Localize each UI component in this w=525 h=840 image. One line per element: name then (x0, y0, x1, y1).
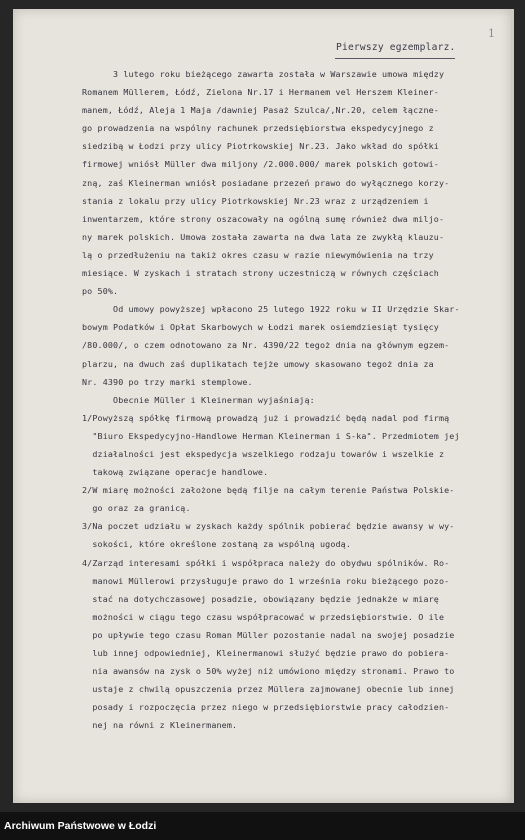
document-line: nia awansów na zysk o 50% wyżej niż umówiono między stronami. Prawo to (82, 666, 455, 677)
document-line: takową związane operacje handlowe. (82, 467, 269, 478)
document-line: lą o przedłużeniu na takiż okres czasu w razie niewymówienia na trzy (82, 249, 434, 260)
archive-label: Archiwum Państwowe w Łodzi (4, 820, 157, 832)
document-line: bowym Podatków i Opłat Skarbowych w Łodzi marek osiemdziesiąt tysięcy (82, 322, 439, 333)
document-line: firmowej wniósł Müller dwa miljony /2.000.000/ marek polskich gotowi- (82, 159, 439, 170)
document-line: manem, Łódź, Aleja 1 Maja /dawniej Pasaż Szulca/,Nr.20, celem łączne- (82, 105, 439, 116)
document-line: 1/Powyższą spółkę firmową prowadzą już i prowadzić będą nadal pod firmą (82, 412, 450, 423)
document-line: po upływie tego czasu Roman Müller pozostanie nadal na swojej posadzie (82, 629, 455, 640)
document-line: manowi Müllerowi przysługuje prawo do 1 września roku bieżącego pozo- (82, 575, 450, 586)
document-line: stać na dotychczasowej posadzie, obowiązany będzie jednakże w miarę (82, 593, 439, 604)
document-line: 3 lutego roku bieżącego zawarta została w Warszawie umowa między (82, 69, 445, 79)
document-line: działalności jest ekspedycja wszelkiego rodzaju towarów i wszelkie z (82, 448, 445, 459)
document-line: zną, zaś Kleinerman wniósł posiadane przezeń prawo do wyłącznego korzy- (82, 177, 450, 188)
copy-label-underline (335, 58, 455, 59)
document-line: 2/W miarę możności założone będą filje na całym terenie Państwa Polskie- (82, 485, 455, 496)
document-line: go oraz za granicą. (82, 503, 191, 514)
document-body (82, 65, 512, 734)
document-line: /80.000/, o czem odnotowano za Nr. 4390/22 tegoż dnia na głównym egzem- (82, 340, 450, 351)
document-line: możności w ciągu tego czasu współpracować w przedsiębiorstwie. O ile (82, 611, 445, 622)
document-line: siedzibą w Łodzi przy ulicy Piotrkowskiej Nr.23. Jako wkład do spółki (82, 141, 439, 152)
document-line: ny marek polskich. Umowa została zawarta na dwa lata ze zwykłą klauzu- (82, 231, 445, 242)
document-line: inwentarzem, które strony oszacowały na ogólną sumę również dwa miljo- (82, 213, 445, 224)
document-line: Nr. 4390 po trzy marki stemplowe. (82, 376, 253, 387)
page-number: 1 (488, 27, 495, 40)
document-line: Obecnie Müller i Kleinerman wyjaśniają: (82, 394, 315, 405)
document-line: lub innej odpowiedniej, Kleinermanowi służyć będzie prawo do pobiera- (82, 648, 450, 658)
document-line: ustaje z chwilą opuszczenia przez Müllera zajmowanej obecnie lub innej (82, 684, 455, 695)
copy-label: Pierwszy egzemplarz. (336, 42, 456, 53)
document-line: posady i rozpoczęcia przez niego w przedsiębiorstwie pracy całodzien- (82, 702, 450, 713)
document-line: stania z lokalu przy ulicy Piotrkowskiej Nr.23 wraz z urządzeniem i (82, 195, 429, 206)
document-line: plarzu, na dwuch zaś duplikatach tejże umowy skasowano tegoż dnia za (82, 358, 434, 369)
document-line: go prowadzenia na wspólny rachunek przedsiębiorstwa ekspedycyjnego z (82, 123, 434, 134)
document-line: 3/Na poczet udziału w zyskach każdy spólnik pobierać będzie awansy w wy- (82, 521, 455, 532)
document-line: miesiące. W zyskach i stratach strony uczestniczą w równych częściach (82, 268, 439, 279)
document-line: 4/Zarząd interesami spółki i współpraca należy do obydwu spólników. Ro- (82, 557, 450, 568)
document-line: po 50%. (82, 286, 119, 297)
archive-footer-bar (0, 812, 525, 840)
document-line: nej na równi z Kleinermanem. (82, 720, 238, 731)
document-line: Od umowy powyższej wpłacono 25 lutego 1922 roku w II Urzędzie Skar- (82, 304, 460, 315)
document-line: sokości, które określone zostaną za wspólną ugodą. (82, 539, 352, 550)
document-line: Romanem Müllerem, Łódź, Zielona Nr.17 i Hermanem vel Herszem Kleiner- (82, 87, 439, 98)
document-line: "Biuro Ekspedycyjno-Handlowe Herman Kleinerman i S-ka". Przedmiotem jej (82, 430, 460, 441)
